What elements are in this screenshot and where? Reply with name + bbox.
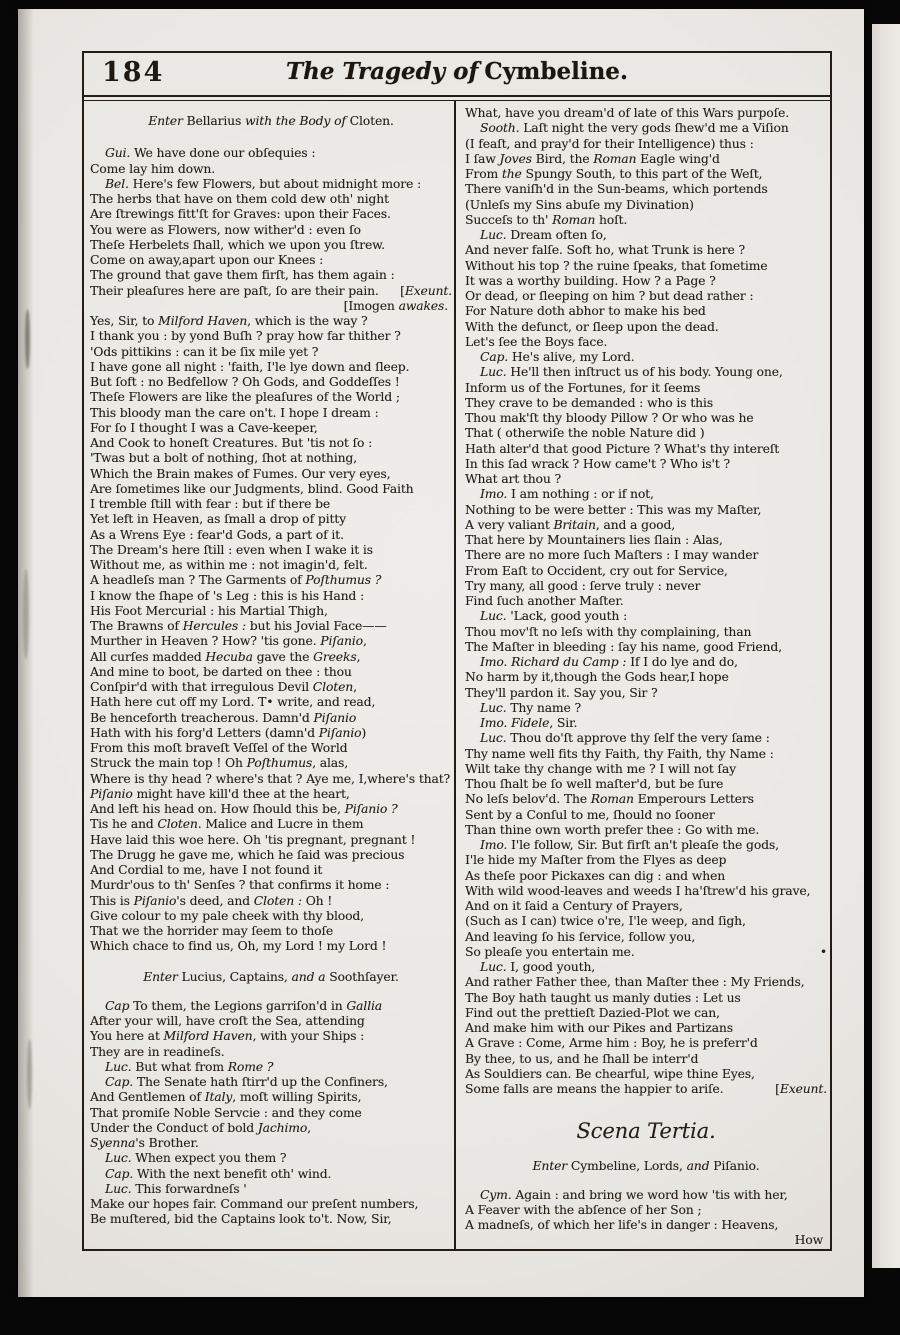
play-line: Cap. He's alive, my Lord. xyxy=(480,350,635,364)
play-line: After your will, have croſt the Sea, attending xyxy=(90,1014,365,1028)
play-line: And Gentlemen of Italy, moſt willing Spirits, xyxy=(90,1090,362,1105)
play-line: There vaniſh'd in the Sun-beams, which portends xyxy=(465,182,768,197)
play-line: Thy name well fits thy Faith, thy Faith, thy Name : xyxy=(465,746,774,761)
play-line: There are no more ſuch Maſters : I may wander xyxy=(465,548,759,563)
play-line: 'Twas but a bolt of nothing, ſhot at nothing, xyxy=(90,451,357,466)
play-line: Yet left in Heaven, as ſmall a drop of pitty xyxy=(90,512,346,527)
play-line: Come lay him down. xyxy=(90,161,216,176)
play-line: Luc. When expect you them ? xyxy=(105,1151,287,1166)
play-line: Cap To them, the Legions garriſon'd in Gallia xyxy=(105,998,383,1013)
play-line: This is Piſanio's deed, and Cloten : Oh ! xyxy=(90,893,333,908)
play-line: Struck the main top ! Oh Poſthumus, alas, xyxy=(90,756,349,771)
play-line: Under the Conduct of bold Jachimo, xyxy=(90,1120,311,1135)
play-line: Let's ſee the Boys face. xyxy=(465,334,608,349)
play-line: That here by Mountainers lies ſlain : Alas, xyxy=(465,533,723,547)
play-line: I have gone all night : 'faith, I'le lye down and ſleep. xyxy=(90,359,410,374)
play-line: Syenna's Brother. xyxy=(90,1136,199,1150)
play-line: Piſanio might have kill'd thee at the heart, xyxy=(90,786,350,801)
play-line: Hath alter'd that good Picture ? What's thy intereſt xyxy=(465,441,780,456)
play-line: You here at Milford Haven, with your Ships : xyxy=(90,1029,365,1044)
scene-heading: Scena Tertia. xyxy=(576,1119,716,1144)
play-line: A Grave : Come, Arme him : Boy, he is preferr'd xyxy=(465,1036,758,1051)
play-line: Nothing to be were better : This was my Maſter, xyxy=(465,502,762,517)
play-line: Cap. With the next benefit oth' wind. xyxy=(105,1166,332,1181)
play-line: (I feaſt, and pray'd for their Intelligence) thus : xyxy=(465,136,754,151)
play-line: The Drugg he gave me, which he ſaid was precious xyxy=(90,847,405,862)
play-line: By thee, to us, and he ſhall be interr'd xyxy=(465,1051,699,1066)
left-column-text xyxy=(90,114,452,1228)
play-line: A madneſs, of which her life's in danger : Heavens, xyxy=(465,1218,779,1232)
scan-smudge xyxy=(25,309,30,369)
play-line: And left his head on. How ſhould this be, Piſanio ? xyxy=(90,802,398,816)
play-line: Cap. The Senate hath ſtirr'd up the Confiners, xyxy=(105,1075,388,1089)
play-line: But ſoft : no Bedfellow ? Oh Gods, and Goddeſſes ! xyxy=(90,375,400,389)
adjacent-page-edge xyxy=(872,24,900,1268)
play-line: What, have you dream'd of late of this Wars purpoſe. xyxy=(465,106,790,120)
play-line: 'Ods pittikins : can it be ſix mile yet ? xyxy=(90,344,319,359)
play-line: The Maſter in bleeding : ſay his name, good Friend, xyxy=(465,639,782,654)
play-line: Find out the prettieſt Dazied-Plot we can, xyxy=(465,1005,720,1020)
play-line: And make him with our Pikes and Partizans xyxy=(465,1021,733,1035)
play-line: That we the horrider may ſeem to thoſe xyxy=(90,924,334,938)
play-line: Be henceforth treacherous. Damn'd Piſanio xyxy=(90,710,357,725)
play-line: And never falſe. Soft ho, what Trunk is here ? xyxy=(465,243,745,258)
play-line: The Boy hath taught us manly duties : Let us xyxy=(465,990,741,1005)
page-number: 184 xyxy=(102,57,165,88)
right-column-text xyxy=(465,106,827,1249)
play-line: I ſaw Joves Bird, the Roman Eagle wing'd xyxy=(465,151,720,166)
play-line: Murdr'ous to th' Senſes ? that confirms it home : xyxy=(90,878,390,893)
play-line: Sooth. Laſt night the very gods ſhew'd me a Viſion xyxy=(480,121,789,136)
play-line: Imo. I am nothing : or if not, xyxy=(480,487,654,502)
play-line: Luc. Thou do'ſt approve thy ſelf the very ſame : xyxy=(480,731,770,746)
play-line: Luc. But what from Rome ? xyxy=(105,1059,274,1074)
play-line: Try many, all good : ſerve truly : never xyxy=(465,578,701,593)
play-line: And Cordial to me, have I not found it xyxy=(90,863,323,877)
play-line: Have laid this woe here. Oh 'tis pregnant, pregnant ! xyxy=(90,832,416,847)
play-line: As a Wrens Eye : fear'd Gods, a part of it. xyxy=(90,527,344,542)
play-line: Without me, as within me : not imagin'd, felt. xyxy=(90,558,368,572)
play-line: Luc. Dream often ſo, xyxy=(480,228,607,242)
running-title xyxy=(84,58,830,85)
play-line: Wilt take thy change with me ? I will not ſay xyxy=(465,761,736,776)
play-line: Come on away,apart upon our Knees : xyxy=(90,253,324,267)
scan-smudge xyxy=(23,569,29,659)
play-line: I'le hide my Maſter from the Flyes as deep xyxy=(465,853,727,868)
play-line: (Such as I can) twice o're, I'le weep, and ſigh, xyxy=(465,914,746,929)
stage-direction: Enter Cymbeline, Lords, and Piſanio. xyxy=(532,1159,760,1174)
play-line: His Foot Mercurial : his Martial Thigh, xyxy=(90,603,328,618)
play-line: Which chace to find us, Oh, my Lord ! my Lord ! xyxy=(90,939,387,954)
page-header xyxy=(84,53,830,95)
play-line: Succeſs to th' Roman hoſt. xyxy=(465,212,628,227)
play-line: It was a worthy building. How ? a Page ? xyxy=(465,273,716,288)
play-line: They crave to be demanded : who is this xyxy=(465,395,713,410)
play-line: Which the Brain makes of Fumes. Our very eyes, xyxy=(90,466,391,481)
play-line: Tis he and Cloten. Malice and Lucre in them xyxy=(90,817,364,832)
play-line: Hath with his forg'd Letters (damn'd Piſanio) xyxy=(90,725,367,740)
play-line: Thou ſhalt be ſo well maſter'd, but be ſure xyxy=(465,777,724,791)
play-line: A Feaver with the abſence of her Son ; xyxy=(465,1202,702,1217)
play-line: What art thou ? xyxy=(465,472,561,486)
play-line: Where is thy head ? where's that ? Aye me, I,where's that? xyxy=(90,771,451,786)
play-line: Thou mak'ſt thy bloody Pillow ? Or who was he xyxy=(465,411,754,425)
play-line: And rather Father thee, than Maſter thee : My Friends, xyxy=(465,975,805,990)
play-line: (Unleſs my Sins abuſe my Divination) xyxy=(465,197,694,212)
play-line: Thou mov'ſt no leſs with thy complaining, than xyxy=(465,624,752,639)
printed-text-frame xyxy=(82,51,832,1251)
play-line: As theſe poor Pickaxes can dig : and when xyxy=(465,868,726,883)
book-page xyxy=(18,9,864,1297)
play-line: Or dead, or ſleeping on him ? but dead rather : xyxy=(465,289,754,303)
running-title-italic: The Tragedy of xyxy=(286,58,479,85)
stage-direction: Enter Lucius, Captains, and a Soothſayer. xyxy=(143,969,399,984)
stage-direction: Enter Bellarius with the Body of Cloten. xyxy=(148,114,394,128)
play-line: Murther in Heaven ? How? 'tis gone. Piſanio, xyxy=(90,634,367,649)
play-line: The Brawns of Hercules : but his Jovial Face—— xyxy=(90,619,387,633)
play-line: All curſes madded Hecuba gave the Greeks, xyxy=(90,649,361,664)
play-line: Find ſuch another Maſter. xyxy=(465,594,624,608)
play-line: And mine to boot, be darted on thee : thou xyxy=(90,664,352,679)
play-line: [Imogen awakes. xyxy=(343,298,448,313)
play-line: Without his top ? the ruine ſpeaks, that ſometime xyxy=(465,258,768,273)
play-line: I thank you : by yond Buſh ? pray how far thither ? xyxy=(90,329,401,344)
play-line: Give colour to my pale cheek with thy blood, xyxy=(90,908,364,923)
play-line: Imo. Richard du Camp : If I do lye and do, xyxy=(480,655,738,669)
play-line: Yes, Sir, to Milford Haven, which is the way ? xyxy=(90,314,368,328)
play-line: A very valiant Britain, and a good, xyxy=(465,517,676,532)
text-body xyxy=(84,101,830,1250)
play-line: In this ſad wrack ? How came't ? Who is't ? xyxy=(465,456,730,471)
play-line: Theſe Flowers are like the pleaſures of the World ; xyxy=(90,390,400,405)
running-title-roman: Cymbeline. xyxy=(484,58,628,85)
play-line: Conſpir'd with that irregulous Devil Cloten, xyxy=(90,680,357,694)
play-line: I tremble ſtill with fear : but if there be xyxy=(90,497,331,511)
play-line: From this moſt braveſt Veſſel of the World xyxy=(90,741,348,755)
play-line: A headleſs man ? The Garments of Poſthumus ? xyxy=(90,573,382,588)
play-line: For Nature doth abhor to make his bed xyxy=(465,304,706,319)
play-line: You were as Flowers, now wither'd : even ſo xyxy=(90,222,361,237)
play-line: The herbs that have on them cold dew oth' night xyxy=(90,192,389,206)
play-line: The ground that gave them firſt, has them again : xyxy=(90,268,395,283)
play-line: For ſo I thought I was a Cave-keeper, xyxy=(90,420,318,435)
play-line: This bloody man the care on't. I hope I dream : xyxy=(90,405,379,420)
play-line: From the Spungy South, to this part of the Weſt, xyxy=(465,167,763,181)
play-line: I know the ſhape of 's Leg : this is his Hand : xyxy=(90,588,365,603)
play-line: Sent by a Conſul to me, ſhould no ſooner xyxy=(465,807,715,822)
play-line: And leaving ſo his ſervice, follow you, xyxy=(465,929,696,944)
play-line: They'll pardon it. Say you, Sir ? xyxy=(465,685,658,700)
play-line: No harm by it,though the Gods hear,I hope xyxy=(465,670,729,685)
play-line: Luc. Thy name ? xyxy=(480,700,581,715)
play-line: Be muſtered, bid the Captains look to't. Now, Sir, xyxy=(90,1212,392,1227)
play-line: Luc. He'll then inſtruct us of his body. Young one, xyxy=(480,365,783,380)
scan-smudge xyxy=(27,1039,32,1109)
play-line: With the defunct, or ſleep upon the dead. xyxy=(465,319,719,334)
play-line: Some falls are means the happier to ariſe. [Exeunt. xyxy=(465,1082,827,1096)
play-line: As Souldiers can. Be chearful, wipe thine Eyes, xyxy=(465,1066,755,1081)
play-line: Than thine own worth prefer thee : Go with me. xyxy=(465,822,760,837)
play-line: That ( otherwiſe the noble Nature did ) xyxy=(465,426,705,441)
play-line: The Dream's here ſtill : even when I wake it is xyxy=(90,542,373,557)
play-line: They are in readineſs. xyxy=(90,1044,225,1059)
play-line: No leſs belov'd. The Roman Emperours Letters xyxy=(465,792,754,807)
play-line: And on it ſaid a Century of Prayers, xyxy=(465,899,683,913)
play-line: Luc. I, good youth, xyxy=(480,960,596,974)
play-line: Gui. We have done our obſequies : xyxy=(105,146,316,161)
play-line: Luc. This forwardneſs ' xyxy=(105,1181,247,1196)
play-line: Inform us of the Fortunes, for it ſeems xyxy=(465,380,701,395)
play-line: Imo. I'le follow, Sir. But firſt an't pleaſe the gods, xyxy=(480,838,779,852)
play-line: Imo. Fidele, Sir. xyxy=(480,716,578,730)
play-line: And Cook to honeſt Creatures. But 'tis not ſo : xyxy=(90,436,373,450)
play-line: Are ſometimes like our Judgments, blind. Good Faith xyxy=(90,481,414,496)
play-line: Their pleaſures here are paſt, ſo are their pain. [Exeunt. xyxy=(90,283,452,298)
catchword: How xyxy=(794,1233,823,1248)
play-line: So pleaſe you entertain me. • xyxy=(465,944,827,959)
play-line: From Eaſt to Occident, cry out for Service, xyxy=(465,563,728,578)
play-line: Hath here cut off my Lord. T• write, and read, xyxy=(90,695,376,710)
play-line: Luc. 'Lack, good youth : xyxy=(480,609,628,624)
play-line: With wild wood-leaves and weeds I ha'ſtrew'd his grave, xyxy=(465,883,811,898)
play-line: Theſe Herbelets ſhall, which we upon you ſtrew. xyxy=(90,237,385,252)
column-divider-rule xyxy=(454,101,456,1250)
play-line: Are ſtrewings fitt'ſt for Graves: upon their Faces. xyxy=(90,207,391,222)
play-line: That promiſe Noble Servcie : and they come xyxy=(90,1105,362,1120)
play-line: Make our hopes fair. Command our preſent numbers, xyxy=(90,1197,419,1211)
play-line: Cym. Again : and bring we word how 'tis with her, xyxy=(480,1187,788,1202)
play-line: Bel. Here's few Flowers, but about midnight more : xyxy=(105,176,422,191)
